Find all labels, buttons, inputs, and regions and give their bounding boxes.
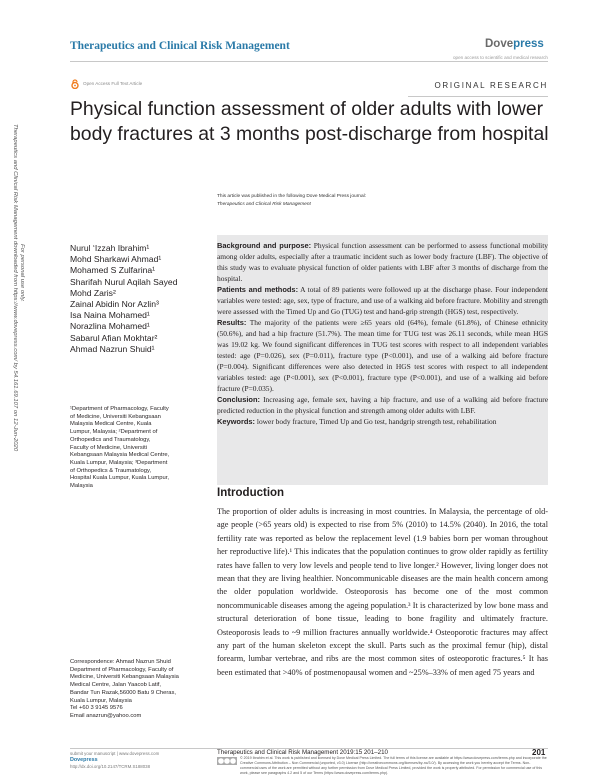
correspondence-line: Email anazrun@yahoo.com: [70, 712, 142, 719]
side-note-line2: For personal use only.: [19, 244, 25, 302]
affiliation-line: Orthopedics and Traumatology,: [70, 436, 151, 443]
abstract-label-conclusion: Conclusion:: [217, 395, 260, 404]
footer-left: [70, 751, 210, 770]
correspondence-line: Medicine, Universiti Kebangsaan Malaysia: [70, 674, 179, 681]
correspondence-line: Department of Pharmacology, Faculty of: [70, 666, 174, 673]
author-name: Isa Naina Mohamed¹: [70, 310, 150, 321]
introduction-text: The proportion of older adults is increasing in most countries. In Malaysia, the percentage of old-age people (>65 years old) is expected to rise from 5% (2010) to 14.5% (2040). In 2016, the total fertility rate was reported as below the replacement level (1.9 babies born per woman throughout her reproductive life).¹ This indicates that the population continues to grow older rapidly as fertility rates have fallen to very low levels and people tend to live longer.² However, living longer does not mean that they are living healthier. Noncommunicable diseases are the main health concern among the older population worldwide. Osteoporosis has become one of the most common noncommunicable diseases among the ageing population.³ It is characterized by low bone mass and structural deterioration of bone tissue, leading to bone fragility and ultimately fracture. Osteoporosis leads to ~9 million fractures annually worldwide.⁴ Osteoporotic fractures may affect any part of the human skeleton except the skull. Parts such as the proximal femur (hip), distal forearm, lumbar vertebrae, and ribs are the most common sites of osteoporotic fractures.⁵ It has been estimated that >40% of postmenopausal women and ~25%–33% of men aged 75 years and: [217, 507, 548, 677]
publisher-tagline: open access to scientific and medical research: [453, 55, 548, 60]
abstract: [217, 240, 548, 427]
abstract-text-background: Physical function assessment can be performed to assess functional mobility among older adults, especially after a traumatic incident such as lower body fracture (LBF). The objective of this study was to evaluate physical function of older patients with LBF after 3 months of discharge from the hospital.: [217, 241, 548, 283]
correspondence-line: Tel +60 3 9145 9576: [70, 705, 123, 712]
correspondence: [70, 659, 210, 721]
author-name: Norazlina Mohamed¹: [70, 321, 150, 332]
abstract-label-keywords: Keywords:: [217, 417, 256, 426]
correspondence-line: Kuala Lumpur, Malaysia: [70, 697, 132, 704]
abstract-text-conclusion: Increasing age, female sex, having a hip fracture, and use of a walking aid before fracture predicted reduction in the physical function and strength among older adults with LBF.: [217, 395, 548, 415]
author-name: Mohd Zaris²: [70, 287, 116, 298]
abstract-background-paragraph: [217, 240, 548, 284]
article-title: Physical function assessment of older adults with lower body fractures at 3 months post-discharge from hospital: [70, 98, 549, 145]
open-access-label: Open Access Full Text Article: [83, 81, 143, 86]
affiliation-line: of Orthopedics & Traumatology,: [70, 467, 152, 474]
footer-publisher-logo: Dovepress: [70, 757, 98, 764]
affiliation-line: of Medicine, Universiti Kebangsaan: [70, 413, 161, 420]
abstract-label-background: Background and purpose:: [217, 241, 312, 250]
affiliation-line: Faculty of Medicine, Universiti: [70, 444, 147, 451]
affiliations: [70, 406, 210, 491]
publisher-logo: [485, 38, 544, 50]
journal-title: Therapeutics and Clinical Risk Management: [70, 40, 290, 52]
author-name: Nurul ‘Izzah Ibrahim¹: [70, 243, 150, 253]
correspondence-line: Bandar Tun Razak,56000 Batu 9 Cheras,: [70, 689, 177, 696]
abstract-text-keywords: lower body fracture, Timed Up and Go test, handgrip strength test, rehabilitation: [255, 417, 497, 426]
creative-commons-badge-icon: [217, 757, 237, 765]
header-divider: [70, 61, 548, 62]
affiliation-line: Hospital Kuala Lumpur, Kuala Lumpur,: [70, 475, 169, 482]
author-name: Sabarul Afian Mokhtar²: [70, 332, 158, 343]
author-list: [70, 243, 210, 355]
affiliation-line: Malaysia: [70, 483, 93, 490]
abstract-results-paragraph: [217, 317, 548, 394]
author-name: Ahmad Nazrun Shuid¹: [70, 343, 155, 354]
open-access-lock-icon: [70, 79, 80, 89]
abstract-keywords-paragraph: [217, 416, 548, 427]
abstract-conclusion-paragraph: [217, 394, 548, 416]
affiliation-line: Lumpur, Malaysia; ²Department of: [70, 429, 158, 436]
submit-manuscript-link[interactable]: submit your manuscript | www.dovepress.com: [70, 751, 160, 756]
affiliation-line: ¹Department of Pharmacology, Faculty: [70, 406, 169, 412]
download-side-note: [6, 124, 26, 724]
published-note: [217, 193, 517, 208]
published-note-journal-link[interactable]: Therapeutics and Clinical Risk Management: [217, 201, 311, 207]
author-name: Sharifah Nurul Aqilah Sayed: [70, 276, 178, 287]
doi-link[interactable]: http://dx.doi.org/10.2147/TCRM.S188038: [70, 763, 151, 769]
publisher-logo-part1: Dove: [485, 38, 514, 50]
abstract-label-results: Results:: [217, 318, 247, 327]
abstract-methods-paragraph: [217, 284, 548, 317]
abstract-label-methods: Patients and methods:: [217, 285, 299, 294]
introduction-heading: Introduction: [217, 487, 285, 499]
affiliation-line: Kebangsaan Malaysia Medical Centre,: [70, 452, 170, 459]
affiliation-line: Malaysia Medical Centre, Kuala: [70, 421, 152, 428]
author-name: Zainal Abidin Nor Azlin³: [70, 299, 159, 310]
affiliation-line: Kuala Lumpur, Malaysia; ³Department: [70, 459, 168, 466]
publisher-logo-part2: press: [513, 38, 544, 50]
published-note-text: This article was published in the following Dove Medical Press journal:: [217, 194, 367, 199]
correspondence-line: Correspondence: Ahmad Nazrun Shuid: [70, 659, 171, 665]
author-name: Mohd Sharkawi Ahmad¹: [70, 254, 162, 265]
footer-journal-citation: Therapeutics and Clinical Risk Management 2019:15 201–210: [217, 749, 388, 756]
correspondence-line: Medical Centre, Jalan Yaacob Latif,: [70, 682, 161, 689]
side-note-line1: Therapeutics and Clinical Risk Management downloaded from https://www.dovepress.com/ by 54.161.69.107 on 12-Jun-2020: [12, 124, 18, 452]
page-number: 201: [532, 748, 546, 757]
author-name: Mohamed S Zulfarina¹: [70, 265, 156, 276]
license-text: © 2019 Ibrahim et al. This work is published and licensed by Dove Medical Press Limited. The full terms of this license are available at https://www.dovepress.com/terms.php and incorporate the Creative Commons Attribution – Non Commercial (unported, v3.0) License (http://creativecommons.org/licenses/by-nc/3.0/). By accessing the work you hereby accept the Terms. Non-commercial uses of the work are permitted without any further permission from Dove Medical Press Limited, provided the work is properly attributed. For permission for commercial use of this work, please see paragraphs 4.2 and 5 of our Terms (https://www.dovepress.com/terms.php).: [240, 756, 547, 775]
abstract-text-results: The majority of the patients were ≥65 years old (64%), female (61.8%), of Chinese ethnicity (50.6%), and had a hip fracture (51.7%). The mean time for TUG test was 26.11 seconds, while mean HGS was 19.02 kg. We found significant differences in TUG test scores with respect to all independent variables tested: age (P=0.026), sex (P=0.011), fracture type (P<0.001), and use of a walking aid before fracture (P=0.004). Significant differences were also detected in HGS test scores with respect to all independent variables tested: age (P<0.001), sex (P<0.001), fracture type (P<0.001), and use of a walking aid before fracture (P=0.035).: [217, 318, 548, 393]
abstract-text-methods: A total of 89 patients were followed up at the discharge phase. Four independent variables were tested: age, sex, type of fracture, and use of a walking aid before fracture. Mobility and strength were assessed with the Timed Up and Go (TUG) test and hand-grip strength (HGS) test, respectively.: [217, 285, 548, 316]
article-type: ORIGINAL RESEARCH: [434, 81, 548, 90]
